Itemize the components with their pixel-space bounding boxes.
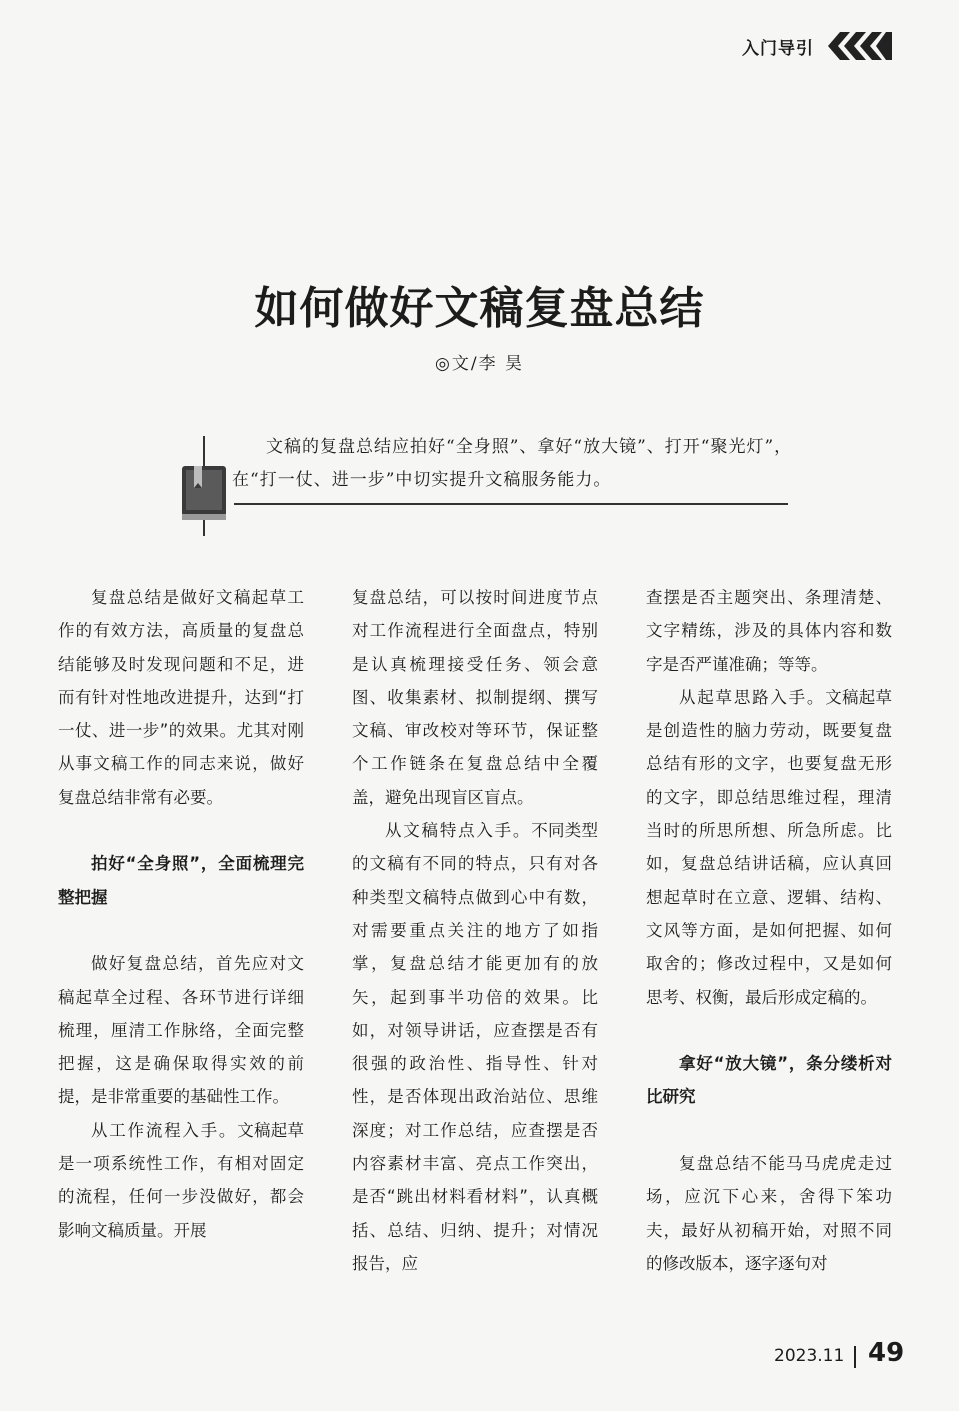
column-2 xyxy=(352,581,598,1280)
paragraph-2-continued: 复盘总结，可以按时间进度节点对工作流程进行全面盘点，特别是认真梳理接受任务、领会意图、收集素材、拟制提纲、撰写文稿、审改校对等环节，保证整个工作链条在复盘总结中全覆盖，避免出现盲区盲点。 xyxy=(352,588,598,807)
keyword-thinking: 从起草思路入手。 xyxy=(679,687,826,707)
paragraph-3-continued: 查摆是否主题突出、条理清楚、文字精练，涉及的具体内容和数字是否严谨准确；等等。 xyxy=(646,588,892,674)
keyword-characteristics: 从文稿特点入手。 xyxy=(385,821,532,841)
lead-text: 文稿的复盘总结应拍好“全身照”、拿好“放大镜”、打开“聚光灯”，在“打一仗、进一步”中切实提升文稿服务能力。 xyxy=(232,437,793,490)
intro-paragraph: 复盘总结是做好文稿起草工作的有效方法，高质量的复盘总结能够及时发现问题和不足，进而有针对性地改进提升，达到“打一仗、进一步”的效果。尤其对刚从事文稿工作的同志来说，做好复盘总结非常有必要。 xyxy=(58,588,304,807)
paragraph-3 xyxy=(352,814,598,1280)
paragraph-5: 复盘总结不能马马虎虎走过场，应沉下心来，舍得下笨功夫，最好从初稿开始，对照不同的修改版本，逐字逐句对 xyxy=(646,1154,892,1273)
lead-divider xyxy=(234,503,788,505)
column-1 xyxy=(58,581,304,1247)
section-label: 入门导引 xyxy=(742,39,814,59)
paragraph-4 xyxy=(646,681,892,1014)
footer-divider xyxy=(854,1346,856,1368)
paragraph-3-text: 不同类型的文稿有不同的特点，只有对各种类型文稿特点做到心中有数，对需要重点关注的地方了如指掌，复盘总结才能更加有的放矢，起到事半功倍的效果。比如，对领导讲话，应查摆是否有很强的政治性、指导性、针对性，是否体现出政治站位、思维深度；对工作总结，应查摆是否内容素材丰富、亮点工作突出，是否“跳出材料看材料”，认真概括、总结、归纳、提升；对情况报告，应 xyxy=(352,821,599,1273)
paragraph-1: 做好复盘总结，首先应对文稿起草全过程、各环节进行详细梳理，厘清工作脉络，全面完整把握，这是确保取得实效的前提，是非常重要的基础性工作。 xyxy=(58,954,304,1107)
keyword-workflow: 从工作流程入手。 xyxy=(91,1120,238,1140)
paragraph-2 xyxy=(58,1114,304,1247)
book-icon xyxy=(172,436,232,536)
byline: ◎文/李 昊 xyxy=(435,354,524,374)
column-3 xyxy=(646,581,892,1280)
lead-paragraph xyxy=(232,431,802,497)
page-number: 49 xyxy=(868,1338,905,1368)
paragraph-2-text: 文稿起草是一项系统性工作，有相对固定的流程，任何一步没做好，都会影响文稿质量。开展 xyxy=(58,1120,305,1240)
section-heading-2: 拿好“放大镜”，条分缕析对比研究 xyxy=(646,1054,892,1107)
article-title: 如何做好文稿复盘总结 xyxy=(254,283,705,334)
chevron-arrows-icon xyxy=(826,28,892,64)
paragraph-4-text: 文稿起草是创造性的脑力劳动，既要复盘总结有形的文字，也要复盘无形的文字，即总结思维过程，理清当时的所思所想、所急所虑。比如，复盘总结讲话稿，应认真回想起草时在立意、逻辑、结构、文风等方面，是如何把握、如何取舍的；修改过程中，又是如何思考、权衡，最后形成定稿的。 xyxy=(646,687,893,1007)
section-heading-1: 拍好“全身照”，全面梳理完整把握 xyxy=(58,854,304,907)
issue-date: 2023.11 xyxy=(774,1346,845,1366)
